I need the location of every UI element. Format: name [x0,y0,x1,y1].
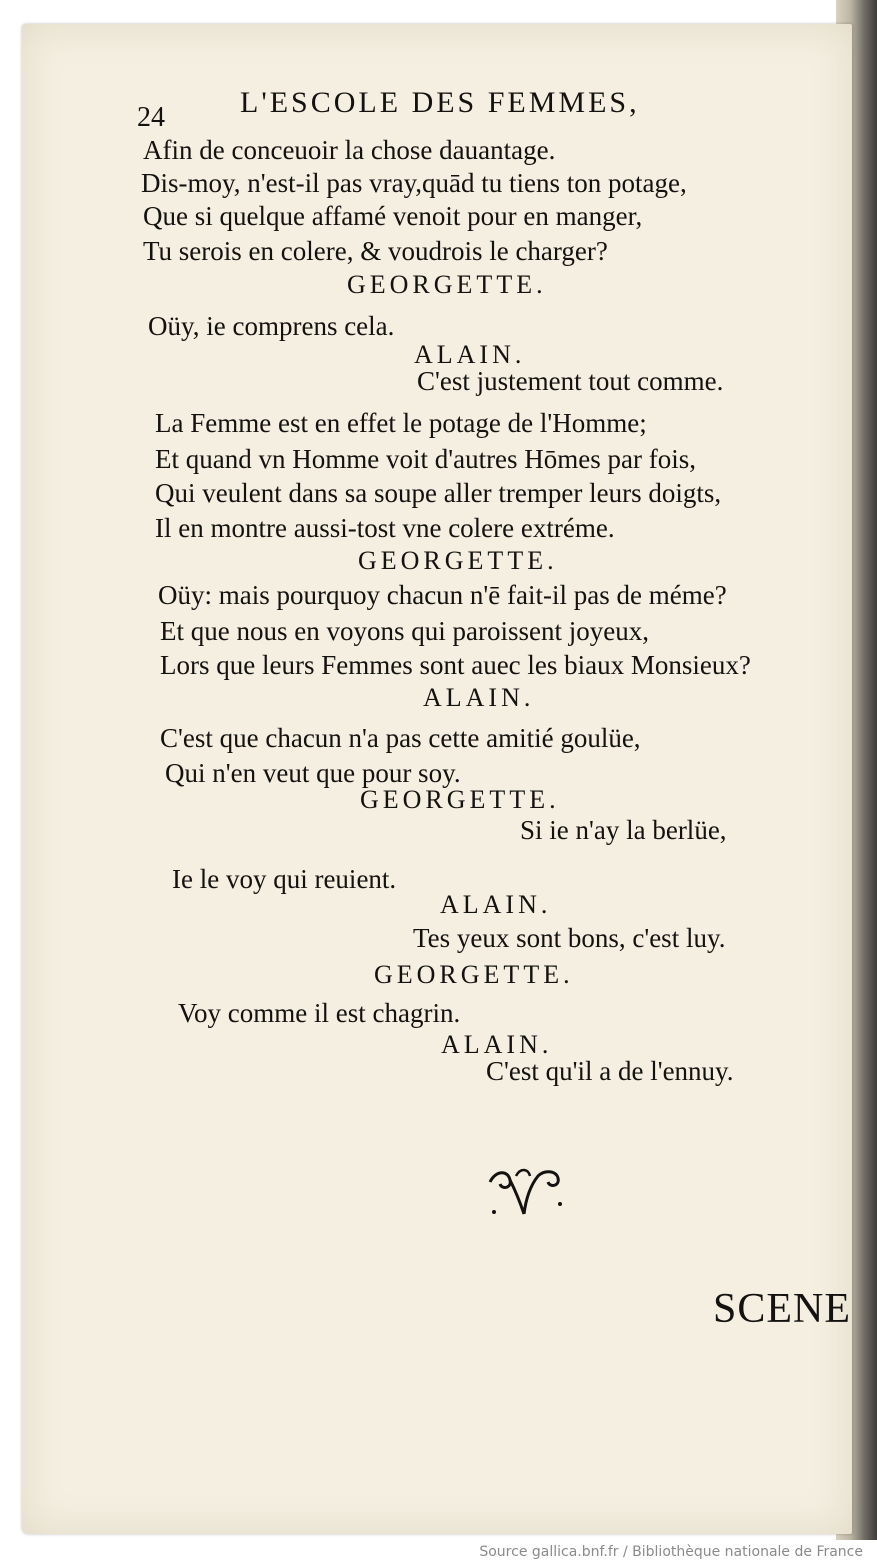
speaker-heading: ALAIN. [414,340,526,369]
verse-line: Oüy, ie comprens cela. [148,311,395,341]
verse-line: Ie le voy qui reuient. [172,864,397,894]
footer-bar [0,1541,877,1565]
verse-line: Voy comme il est chagrin. [178,998,461,1028]
verse-line: Dis-moy, n'est-il pas vray,quād tu tiens ton potage, [141,168,687,198]
speaker-heading: GEORGETTE. [358,546,558,575]
verse-line: Qui n'en veut que pour soy. [165,758,461,788]
verse-line: Afin de conceuoir la chose dauantage. [143,135,556,165]
verse-line: C'est que chacun n'a pas cette amitié goulüe, [160,723,641,753]
speaker-heading: GEORGETTE. [374,960,574,989]
speaker-heading: ALAIN. [423,683,535,712]
verse-line: Il en montre aussi-tost vne colere extréme. [155,513,615,543]
verse-line: Oüy: mais pourquoy chacun n'ē fait-il pas de méme? [158,580,727,610]
speaker-heading: ALAIN. [440,890,552,919]
catchword: SCENE [713,1286,852,1332]
verse-line: Qui veulent dans sa soupe aller tremper leurs doigts, [155,478,722,508]
source-credit: Source gallica.bnf.fr / Bibliothèque nationale de France [479,1544,863,1560]
page-number: 24 [137,102,165,133]
printers-flower-ornament-icon [486,1162,564,1222]
verse-line: Et quand vn Homme voit d'autres Hōmes par fois, [155,444,697,474]
verse-line: Et que nous en voyons qui paroissent joyeux, [160,616,649,646]
speaker-heading: ALAIN. [441,1030,553,1059]
speaker-heading: GEORGETTE. [360,785,560,814]
verse-line: C'est justement tout comme. [417,366,724,396]
speaker-heading: GEORGETTE. [347,270,547,299]
running-header: L'ESCOLE DES FEMMES, [240,86,640,119]
verse-line: Que si quelque affamé venoit pour en manger, [143,201,643,231]
verse-line: Tes yeux sont bons, c'est luy. [413,923,726,953]
verse-line: La Femme est en effet le potage de l'Homme; [155,408,647,438]
verse-line: Lors que leurs Femmes sont auec les biaux Monsieux? [160,650,751,680]
verse-line: Tu serois en colere, & voudrois le charger? [143,236,608,266]
verse-line: C'est qu'il a de l'ennuy. [486,1056,734,1086]
verse-line: Si ie n'ay la berlüe, [520,815,727,845]
